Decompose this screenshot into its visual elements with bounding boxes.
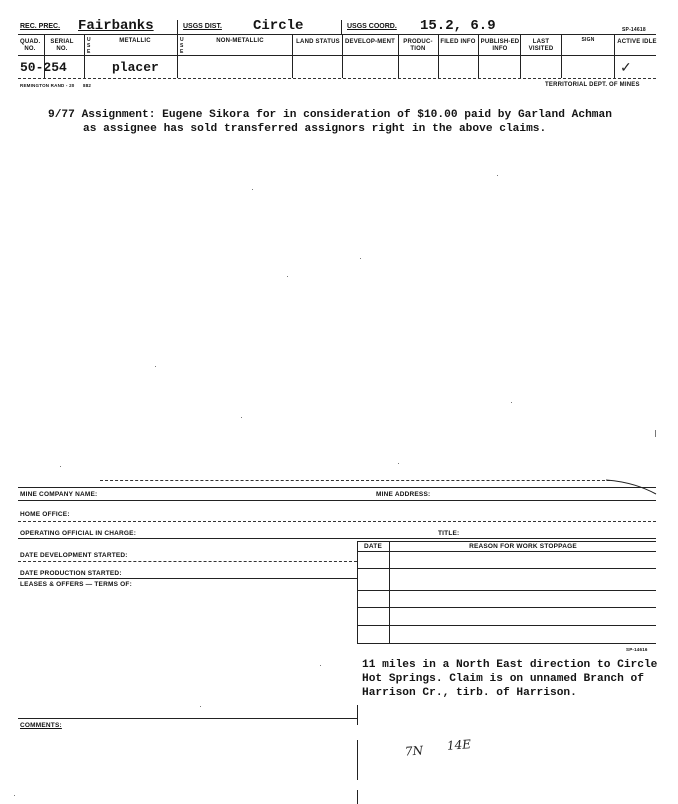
rec-prec-label: REC. PREC. (20, 23, 61, 30)
comments-label: COMMENTS: (20, 722, 62, 729)
location-line-3: Harrison Cr., tirb. of Harrison. (362, 687, 577, 699)
usgs-coord-value: 15.2, 6.9 (420, 18, 496, 34)
usgs-dist-label: USGS DIST. (183, 23, 222, 30)
corner-bracket (604, 478, 658, 498)
metallic-value: placer (112, 60, 159, 75)
title-label: TITLE: (438, 530, 460, 537)
rec-prec-value: Fairbanks (78, 18, 154, 34)
location-line-1: 11 miles in a North East direction to Circle (362, 659, 658, 671)
form-number: SP-14618 (622, 27, 646, 33)
col-production: PRODUC-TION (403, 39, 433, 52)
home-office-label: HOME OFFICE: (20, 511, 70, 518)
location-line-2: Hot Springs. Claim is on unnamed Branch of (362, 673, 644, 685)
col-land-status: LAND STATUS (296, 39, 340, 45)
col-published-info: PUBLISH-ED INFO (480, 39, 520, 52)
col-use-marker-nonmetallic: U S E (180, 37, 184, 55)
footer-right: TERRITORIAL DEPT. OF MINES (545, 82, 640, 88)
assignment-line-1: 9/77 Assignment: Eugene Sikora for in consideration of $10.00 paid by Garland Achman (48, 109, 612, 121)
footer-left: REMINGTON RAND - 20 (20, 83, 75, 88)
usgs-dist-value: Circle (253, 18, 304, 34)
handwritten-range: 14E (446, 737, 472, 753)
col-last-visited: LAST VISITED (528, 39, 554, 52)
footer-left-code: 882 (83, 83, 92, 88)
operating-official-label: OPERATING OFFICIAL IN CHARGE: (20, 530, 137, 537)
mine-address-label: MINE ADDRESS: (376, 491, 431, 498)
col-use-marker-metallic: U S E (87, 37, 91, 55)
date-production-label: DATE PRODUCTION STARTED: (20, 570, 122, 577)
col-quad-no: QUAD. NO. (20, 39, 41, 52)
date-col-header: DATE (363, 543, 382, 550)
usgs-coord-label: USGS COORD. (347, 23, 397, 30)
form-number-2: SP-14616 (626, 647, 648, 652)
active-mark: ✓ (620, 60, 632, 76)
quad-serial-value: 50-254 (20, 60, 67, 75)
col-active-idle: ACTIVE IDLE (617, 39, 657, 45)
col-non-metallic: NON-METALLIC (216, 38, 264, 44)
mine-company-name-label: MINE COMPANY NAME: (20, 491, 98, 498)
col-development: DEVELOP-MENT (344, 39, 396, 45)
col-metallic: METALLIC (119, 38, 151, 44)
col-filed-info: FILED INFO (440, 39, 476, 45)
leases-label: LEASES & OFFERS — TERMS OF: (20, 581, 132, 588)
col-sign: SIGN (581, 37, 595, 43)
date-development-label: DATE DEVELOPMENT STARTED: (20, 552, 128, 559)
reason-col-header: REASON FOR WORK STOPPAGE (469, 543, 577, 550)
handwritten-township: 7N (404, 743, 424, 759)
assignment-line-2: as assignee has sold transferred assignors right in the above claims. (83, 123, 547, 135)
col-serial-no: SERIAL NO. (50, 39, 74, 52)
